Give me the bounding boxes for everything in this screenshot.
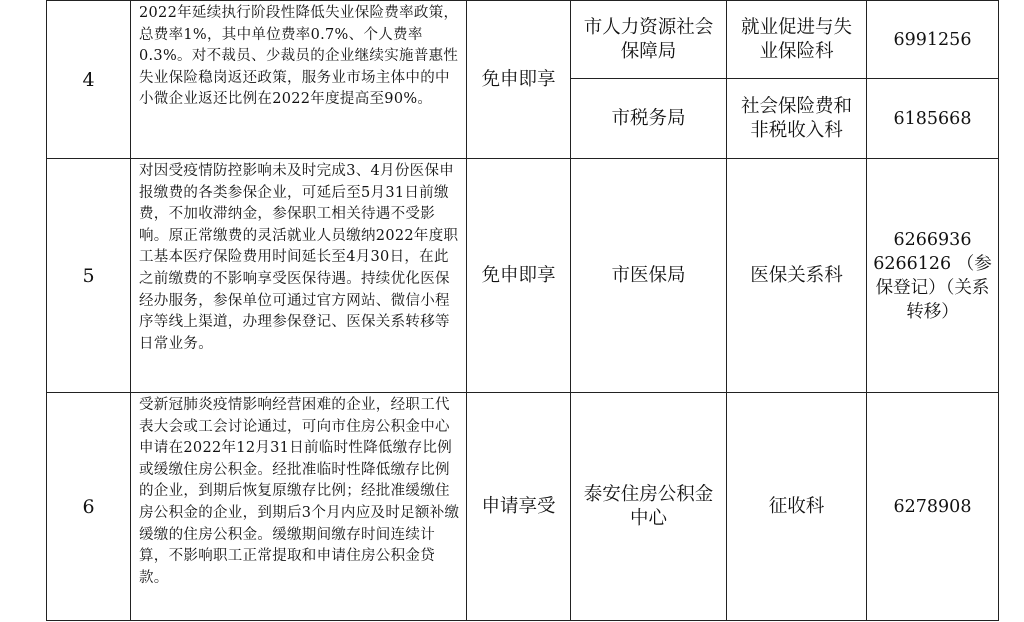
section	[727, 79, 867, 159]
section	[727, 393, 867, 621]
phone-number	[867, 159, 999, 393]
row-number: 4	[47, 1, 131, 159]
section	[727, 159, 867, 393]
application-method: 免申即享	[467, 159, 571, 393]
section	[727, 1, 867, 79]
application-method: 免申即享	[467, 1, 571, 159]
department	[571, 79, 727, 159]
policy-table	[46, 0, 999, 621]
department-label: 泰安住房公积金中心	[583, 483, 714, 529]
policy-description: 对因受疫情防控影响未及时完成3、4月份医保申报缴费的各类参保企业，可延后至5月31日前缴费，不加收滞纳金，参保职工相关待遇不受影响。原正常缴费的灵活就业人员缴纳2022年度职工基本医疗保险费用时间延长至4月30日，在此之前缴费的不影响享受医保待遇。持续优化医保经办服务，参保单位可通过官方网站、微信小程序等线上渠道，办理参保登记、医保关系转移等日常业务。	[131, 159, 467, 393]
department	[571, 159, 727, 393]
phone-label: 6266936 6266126 （参保登记）（关系转移）	[873, 229, 992, 322]
phone-number: 6278908	[867, 393, 999, 621]
row-number: 6	[47, 393, 131, 621]
phone-number: 6991256	[867, 1, 999, 79]
department	[571, 1, 727, 79]
department	[571, 393, 727, 621]
policy-description: 2022年延续执行阶段性降低失业保险费率政策，总费率1%，其中单位费率0.7%、个人费率0.3%。对不裁员、少裁员的企业继续实施普惠性失业保险稳岗返还政策，服务业市场主体中的中小微企业返还比例在2022年度提高至90%。	[131, 1, 467, 159]
phone-number: 6185668	[867, 79, 999, 159]
application-method: 申请享受	[467, 393, 571, 621]
section-label: 征收科	[768, 495, 825, 517]
table-row	[47, 159, 999, 393]
section-label: 社会保险费和非税收入科	[740, 95, 852, 141]
table-row	[47, 1, 999, 79]
table-row	[47, 393, 999, 621]
section-label: 医保关系科	[750, 264, 843, 286]
department-label: 市人力资源社会保障局	[583, 16, 714, 62]
department-label: 市医保局	[611, 264, 686, 286]
department-label: 市税务局	[611, 107, 686, 129]
section-label: 就业促进与失业保险科	[740, 16, 852, 62]
row-number: 5	[47, 159, 131, 393]
policy-description: 受新冠肺炎疫情影响经营困难的企业，经职工代表大会或工会讨论通过，可向市住房公积金中心申请在2022年12月31日前临时性降低缴存比例或缓缴住房公积金。经批准临时性降低缴存比例的企业，到期后恢复原缴存比例；经批准缓缴住房公积金的企业，到期后3个月内应及时足额补缴缓缴的住房公积金。缓缴期间缴存时间连续计算，不影响职工正常提取和申请住房公积金贷款。	[131, 393, 467, 621]
